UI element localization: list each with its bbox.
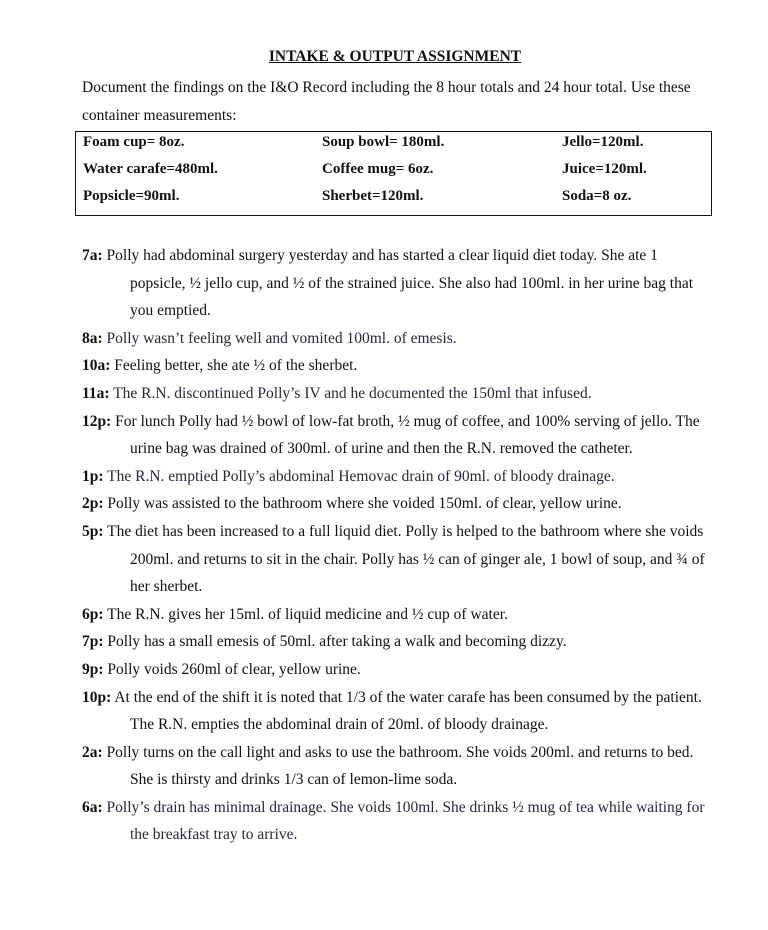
measure-soup-bowl: Soup bowl= 180ml. bbox=[322, 134, 445, 150]
container-measurements-box bbox=[75, 131, 712, 216]
page-title: INTAKE & OUTPUT ASSIGNMENT bbox=[268, 48, 522, 65]
entry-text: The R.N. emptied Polly’s abdominal Hemovac drain of 90ml. of bloody drainage. bbox=[107, 467, 615, 485]
measure-soda: Soda=8 oz. bbox=[562, 188, 632, 204]
entry-11a bbox=[82, 380, 712, 408]
entry-time: 2p: bbox=[82, 495, 104, 513]
entry-time: 9p: bbox=[82, 660, 104, 678]
entry-time: 12p: bbox=[82, 412, 112, 430]
entry-time: 1p: bbox=[82, 467, 104, 485]
entry-time: 8a: bbox=[82, 329, 103, 347]
entry-text: Polly turns on the call light and asks to use the bathroom. She voids 200ml. and returns to bed. She is thirsty and drinks 1/3 can of lemon-lime soda. bbox=[106, 743, 694, 789]
entry-12p bbox=[82, 408, 712, 463]
entry-10a bbox=[82, 352, 712, 380]
entry-text: At the end of the shift it is noted that 1/3 of the water carafe has been consumed by the patient. The R.N. empties the abdominal drain of 20ml. of bloody drainage. bbox=[114, 688, 702, 734]
measure-coffee-mug: Coffee mug= 6oz. bbox=[322, 161, 434, 177]
entry-text: Polly wasn’t feeling well and vomited 100ml. of emesis. bbox=[106, 329, 457, 347]
measure-popsicle: Popsicle=90ml. bbox=[83, 188, 180, 204]
entry-time: 2a: bbox=[82, 743, 103, 761]
measure-sherbet: Sherbet=120ml. bbox=[322, 188, 424, 204]
entry-text: Feeling better, she ate ½ of the sherbet. bbox=[114, 357, 358, 375]
entry-1p bbox=[82, 463, 712, 491]
entry-8a bbox=[82, 325, 712, 353]
entry-text: The diet has been increased to a full liquid diet. Polly is helped to the bathroom where she voids 200ml. and returns to sit in the chair. Polly has ½ can of ginger ale, 1 bowl of soup, and ¾ of her sherbet. bbox=[107, 522, 705, 596]
entry-text: Polly had abdominal surgery yesterday and has started a clear liquid diet today. She ate 1 popsicle, ½ jello cup, and ½ of the strained juice. She also had 100ml. in her urine bag that you emptied. bbox=[106, 247, 694, 320]
measure-water-carafe: Water carafe=480ml. bbox=[83, 161, 218, 177]
entry-2p bbox=[82, 490, 712, 518]
entry-time: 6p: bbox=[82, 605, 104, 623]
entry-9p bbox=[82, 656, 712, 684]
entry-text: Polly voids 260ml of clear, yellow urine. bbox=[107, 660, 361, 678]
entry-6a bbox=[82, 794, 712, 849]
entry-2a bbox=[82, 739, 712, 794]
entry-time: 10p: bbox=[82, 688, 112, 706]
entry-7a bbox=[82, 242, 712, 325]
intro-paragraph: Document the findings on the I&O Record including the 8 hour totals and 24 hour total. Use these container measurements: bbox=[82, 79, 691, 124]
entry-7p bbox=[82, 628, 712, 656]
entry-5p bbox=[82, 518, 712, 601]
entry-time: 7a: bbox=[82, 247, 103, 264]
entry-text: The R.N. gives her 15ml. of liquid medicine and ½ cup of water. bbox=[107, 605, 508, 623]
entry-text: The R.N. discontinued Polly’s IV and he documented the 150ml that infused. bbox=[113, 384, 592, 402]
entry-text: For lunch Polly had ½ bowl of low-fat broth, ½ mug of coffee, and 100% serving of jello. The urine bag was drained of 300ml. of urine and then the R.N. removed the catheter. bbox=[115, 412, 700, 458]
measure-jello: Jello=120ml. bbox=[562, 134, 644, 150]
entry-text: Polly was assisted to the bathroom where she voided 150ml. of clear, yellow urine. bbox=[107, 495, 622, 513]
entry-time: 6a: bbox=[82, 798, 103, 816]
entry-time: 11a: bbox=[82, 384, 110, 402]
entry-10p bbox=[82, 684, 712, 739]
measure-foam-cup: Foam cup= 8oz. bbox=[83, 134, 185, 150]
entry-time: 5p: bbox=[82, 522, 104, 540]
entry-text: Polly has a small emesis of 50ml. after taking a walk and becoming dizzy. bbox=[107, 633, 567, 651]
entry-text: Polly’s drain has minimal drainage. She voids 100ml. She drinks ½ mug of tea while waiting for the breakfast tray to arrive. bbox=[106, 798, 705, 844]
entry-6p bbox=[82, 601, 712, 629]
timeline-entries bbox=[82, 242, 712, 849]
measure-juice: Juice=120ml. bbox=[562, 161, 647, 177]
entry-time: 10a: bbox=[82, 357, 111, 375]
entry-time: 7p: bbox=[82, 633, 104, 651]
